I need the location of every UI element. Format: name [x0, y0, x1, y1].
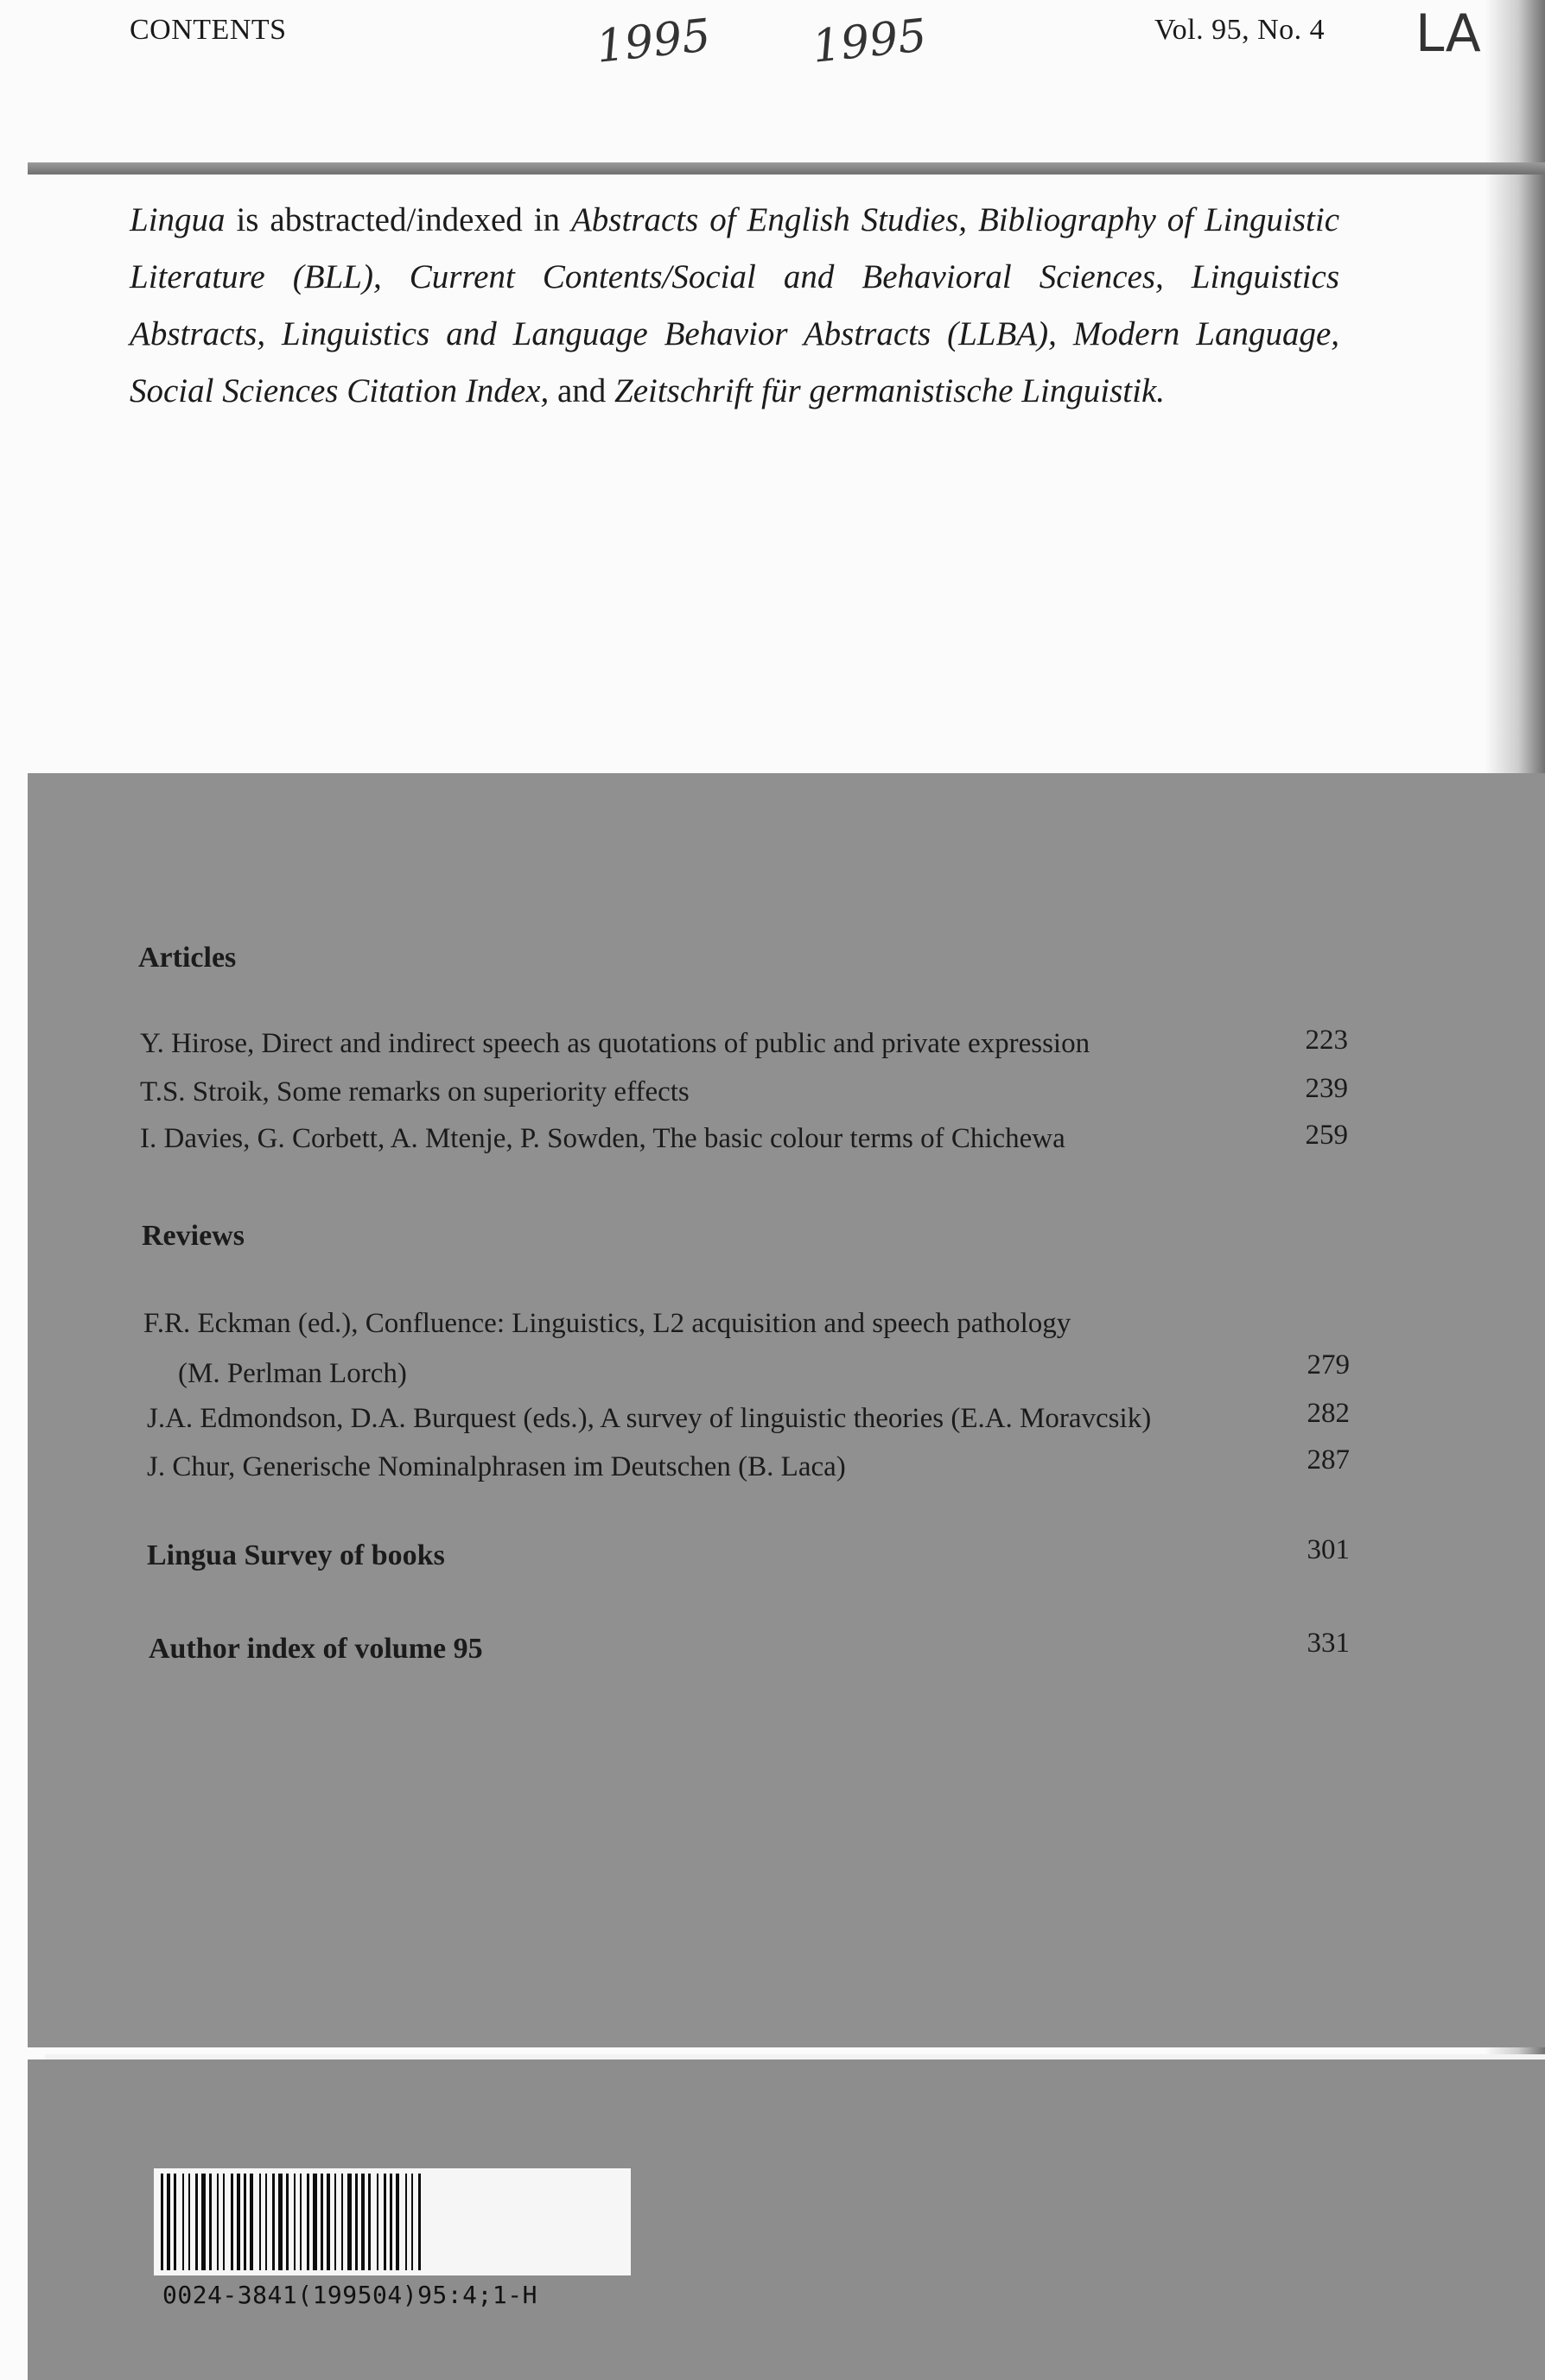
- survey-heading: Lingua Survey of books: [147, 1539, 445, 1571]
- barcode-bar: [237, 2174, 240, 2270]
- barcode-bar: [355, 2174, 358, 2270]
- indexing-databases: Abstracts of English Studies, Bibliography of Linguistic Literature (BLL), Current Contents/Social and Behavioral Sciences, Linguistics Abstracts, Linguistics and Language Behavior Abstracts (LLBA), Modern Language, Social Sciences Citation Index,: [130, 201, 1340, 409]
- barcode-bar: [244, 2174, 246, 2270]
- barcode-bar: [259, 2174, 261, 2270]
- barcode-bar: [327, 2174, 330, 2270]
- barcode-bar: [313, 2174, 317, 2270]
- handwritten-year-left: 1995: [594, 10, 714, 73]
- author-index-page: 331: [1307, 1628, 1350, 1659]
- articles-heading: Articles: [138, 942, 237, 974]
- barcode-bar: [384, 2174, 386, 2270]
- barcode-bar: [217, 2174, 219, 2270]
- volume-label: Vol. 95, No. 4: [1154, 14, 1326, 46]
- barcode-bar: [321, 2174, 323, 2270]
- barcode-bar: [188, 2174, 190, 2270]
- journal-name: Lingua: [130, 201, 226, 238]
- barcode-bar: [368, 2174, 371, 2270]
- indexing-note: [130, 192, 1339, 420]
- barcode-graphic: [154, 2168, 631, 2275]
- barcode-number: 0024-3841(199504)95:4;1-H: [162, 2281, 537, 2309]
- barcode-bar: [294, 2174, 296, 2270]
- review-entry-1-reviewer: (M. Perlman Lorch): [178, 1358, 407, 1389]
- handwritten-initials: LA: [1415, 3, 1481, 64]
- barcode-bar: [272, 2174, 275, 2270]
- barcode-bar: [201, 2174, 206, 2270]
- article-page-2: 239: [1305, 1073, 1348, 1104]
- indexing-conjunction: and: [549, 372, 615, 409]
- barcode-bar: [161, 2174, 163, 2270]
- article-page-1: 223: [1305, 1025, 1348, 1056]
- top-rule: [28, 162, 1545, 175]
- barcode-bar: [347, 2174, 352, 2270]
- barcode-bar: [286, 2174, 289, 2270]
- review-page-2: 282: [1307, 1398, 1350, 1429]
- barcode-bar: [174, 2174, 176, 2270]
- barcode-bar: [341, 2174, 343, 2270]
- article-page-3: 259: [1305, 1120, 1348, 1151]
- review-entry-1: F.R. Eckman (ed.), Confluence: Linguistics, L2 acquisition and speech pathology: [143, 1308, 1071, 1339]
- article-entry-3: I. Davies, G. Corbett, A. Mtenje, P. Sowden, The basic colour terms of Chichewa: [140, 1123, 1065, 1154]
- barcode-bar: [390, 2174, 392, 2270]
- reviews-heading: Reviews: [142, 1220, 245, 1252]
- barcode-bar: [278, 2174, 283, 2270]
- review-entry-2: J.A. Edmondson, D.A. Burquest (eds.), A survey of linguistic theories (E.A. Moravcsik): [147, 1403, 1152, 1434]
- barcode-bar: [405, 2174, 407, 2270]
- barcode-bar: [250, 2174, 253, 2270]
- barcode-bar: [377, 2174, 378, 2270]
- review-entry-3: J. Chur, Generische Nominalphrasen im Deutschen (B. Laca): [147, 1451, 846, 1482]
- barcode-bar: [195, 2174, 198, 2270]
- barcode-bar: [231, 2174, 233, 2270]
- handwritten-year-middle: 1995: [810, 10, 930, 73]
- review-page-3: 287: [1307, 1444, 1350, 1476]
- barcode-bar: [418, 2174, 421, 2270]
- barcode-bar: [361, 2174, 365, 2270]
- article-entry-2: T.S. Stroik, Some remarks on superiority effects: [140, 1076, 690, 1107]
- review-page-1: 279: [1307, 1349, 1350, 1380]
- barcode-bar: [307, 2174, 309, 2270]
- barcode-bar: [411, 2174, 413, 2270]
- barcode-bar: [300, 2174, 302, 2270]
- barcode-bar: [167, 2174, 170, 2270]
- author-index-heading: Author index of volume 95: [149, 1633, 483, 1665]
- contents-label: CONTENTS: [130, 14, 287, 46]
- barcode-bar: [265, 2174, 267, 2270]
- survey-page: 301: [1307, 1534, 1350, 1565]
- indexing-lead-in: is abstracted/indexed in: [225, 201, 571, 238]
- indexing-last-database: Zeitschrift für germanistische Linguistik.: [614, 372, 1166, 409]
- barcode-bar: [223, 2174, 225, 2270]
- barcode-bar: [396, 2174, 399, 2270]
- article-entry-1: Y. Hirose, Direct and indirect speech as quotations of public and private expression: [140, 1028, 1090, 1059]
- barcode-bar: [209, 2174, 212, 2270]
- barcode-bar: [182, 2174, 184, 2270]
- barcode-bar: [334, 2174, 336, 2270]
